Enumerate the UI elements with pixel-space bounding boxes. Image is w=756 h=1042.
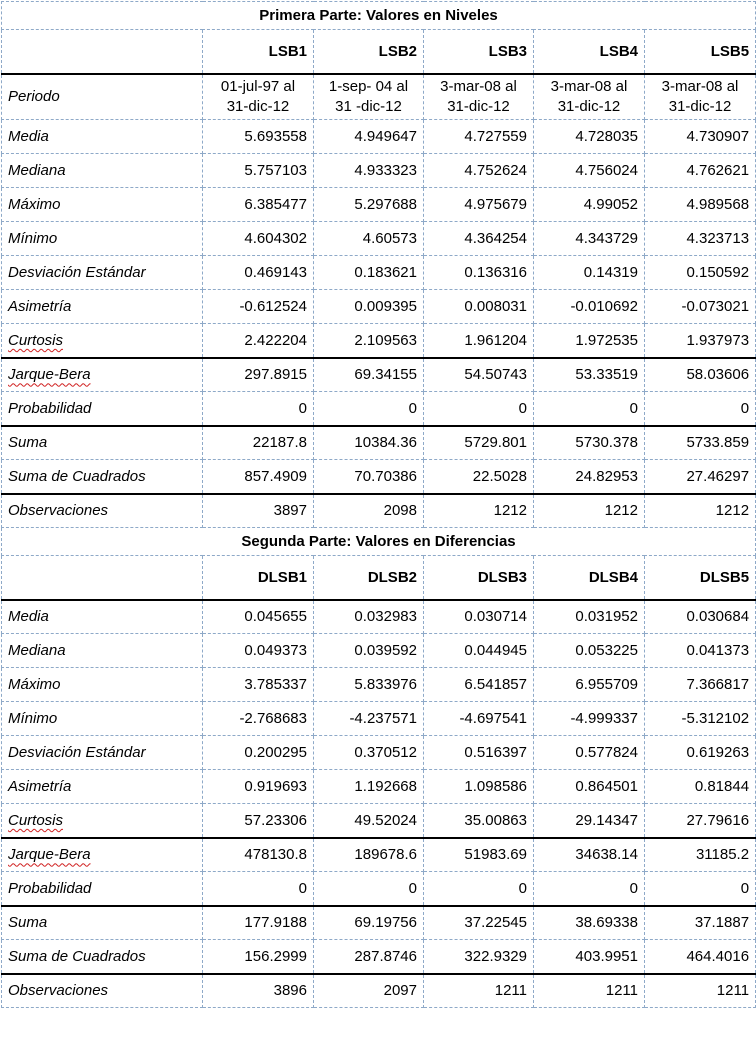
value-cell: 5730.378 xyxy=(534,426,645,460)
row-label-text: Mediana xyxy=(8,162,66,179)
value-cell: 0.136316 xyxy=(424,256,534,290)
value-cell: 38.69338 xyxy=(534,906,645,940)
table-row xyxy=(2,804,756,838)
value-cell: -5.312102 xyxy=(645,702,756,736)
value-cell: 4.762621 xyxy=(645,154,756,188)
column-header: LSB2 xyxy=(314,30,424,74)
value-cell: 0 xyxy=(203,872,314,906)
value-cell: 0.041373 xyxy=(645,634,756,668)
row-label xyxy=(2,460,203,494)
row-label-text: Suma de Cuadrados xyxy=(8,947,146,965)
value-cell: 0 xyxy=(203,392,314,426)
value-cell: 0.577824 xyxy=(534,736,645,770)
table-row xyxy=(2,324,756,358)
table-row xyxy=(2,290,756,324)
value-cell: 69.19756 xyxy=(314,906,424,940)
table-row xyxy=(2,600,756,634)
value-cell: 0.039592 xyxy=(314,634,424,668)
period-start: 3-mar-08 al xyxy=(440,77,517,95)
value-cell: 4.728035 xyxy=(534,120,645,154)
row-label-text: Curtosis xyxy=(8,811,64,829)
value-cell: 322.9329 xyxy=(424,940,534,974)
table-row xyxy=(2,634,756,668)
value-cell: 27.46297 xyxy=(645,460,756,494)
table-row xyxy=(2,838,756,872)
value-cell: 0 xyxy=(424,392,534,426)
value-cell: 0.030714 xyxy=(424,600,534,634)
value-cell: 0 xyxy=(534,872,645,906)
value-cell: 478130.8 xyxy=(203,838,314,872)
row-label xyxy=(2,974,203,1008)
value-cell: 297.8915 xyxy=(203,358,314,392)
value-cell: 5.757103 xyxy=(203,154,314,188)
row-label-text: Observaciones xyxy=(8,502,109,520)
value-cell: 4.975679 xyxy=(424,188,534,222)
period-cell xyxy=(424,74,534,120)
row-label xyxy=(2,494,203,528)
value-cell: 857.4909 xyxy=(203,460,314,494)
value-cell: 5733.859 xyxy=(645,426,756,460)
value-cell: 4.756024 xyxy=(534,154,645,188)
value-cell: 287.8746 xyxy=(314,940,424,974)
value-cell: 1212 xyxy=(534,494,645,528)
part2-title-row xyxy=(2,528,756,556)
table-row xyxy=(2,940,756,974)
period-end: 31-dic-12 xyxy=(226,97,290,115)
column-header: LSB3 xyxy=(424,30,534,74)
period-end: 31-dic-12 xyxy=(668,97,732,115)
row-label-text: Suma de Cuadrados xyxy=(8,467,146,485)
row-label xyxy=(2,804,203,838)
row-label xyxy=(2,940,203,974)
row-label-text: Asimetría xyxy=(8,298,72,315)
row-label xyxy=(2,290,203,324)
table-row xyxy=(2,256,756,290)
value-cell: 29.14347 xyxy=(534,804,645,838)
value-cell: 0.516397 xyxy=(424,736,534,770)
value-cell: 0.009395 xyxy=(314,290,424,324)
row-label xyxy=(2,906,203,940)
value-cell: 70.70386 xyxy=(314,460,424,494)
value-cell: -2.768683 xyxy=(203,702,314,736)
row-label xyxy=(2,324,203,358)
value-cell: 58.03606 xyxy=(645,358,756,392)
value-cell: 4.949647 xyxy=(314,120,424,154)
value-cell: 1212 xyxy=(424,494,534,528)
row-label xyxy=(2,838,203,872)
value-cell: -4.999337 xyxy=(534,702,645,736)
row-label-text: Máximo xyxy=(8,196,61,213)
value-cell: 0.919693 xyxy=(203,770,314,804)
row-label xyxy=(2,222,203,256)
row-label xyxy=(2,668,203,702)
value-cell: 0.14319 xyxy=(534,256,645,290)
value-cell: 0 xyxy=(314,872,424,906)
value-cell: 57.23306 xyxy=(203,804,314,838)
header-empty-cell xyxy=(2,556,203,600)
row-label-text: Media xyxy=(8,128,49,145)
row-label-text: Mediana xyxy=(8,642,66,659)
value-cell: 6.541857 xyxy=(424,668,534,702)
value-cell: 189678.6 xyxy=(314,838,424,872)
value-cell: 10384.36 xyxy=(314,426,424,460)
value-cell: 34638.14 xyxy=(534,838,645,872)
value-cell: 0 xyxy=(424,872,534,906)
value-cell: 54.50743 xyxy=(424,358,534,392)
table-row xyxy=(2,358,756,392)
table-row xyxy=(2,906,756,940)
row-label-text: Jarque-Bera xyxy=(8,366,91,384)
value-cell: 4.323713 xyxy=(645,222,756,256)
value-cell: 53.33519 xyxy=(534,358,645,392)
period-end: 31-dic-12 xyxy=(557,97,621,115)
value-cell: 3897 xyxy=(203,494,314,528)
row-label-text: Mínimo xyxy=(8,230,58,247)
row-label-text: Desviación Estándar xyxy=(8,264,146,281)
row-label xyxy=(2,872,203,906)
value-cell: 1.961204 xyxy=(424,324,534,358)
value-cell: 0.030684 xyxy=(645,600,756,634)
row-label-text: Probabilidad xyxy=(8,399,92,417)
value-cell: 4.60573 xyxy=(314,222,424,256)
row-label xyxy=(2,600,203,634)
value-cell: 2098 xyxy=(314,494,424,528)
value-cell: 69.34155 xyxy=(314,358,424,392)
part2-title: Segunda Parte: Valores en Diferencias xyxy=(2,528,756,556)
period-start: 3-mar-08 al xyxy=(550,77,628,95)
row-label xyxy=(2,736,203,770)
value-cell: 49.52024 xyxy=(314,804,424,838)
value-cell: -0.612524 xyxy=(203,290,314,324)
row-label xyxy=(2,358,203,392)
value-cell: 0.044945 xyxy=(424,634,534,668)
part2-header-row xyxy=(2,556,756,600)
value-cell: 27.79616 xyxy=(645,804,756,838)
table-row xyxy=(2,974,756,1008)
table-row xyxy=(2,872,756,906)
value-cell: 0.619263 xyxy=(645,736,756,770)
row-label xyxy=(2,634,203,668)
value-cell: 0.008031 xyxy=(424,290,534,324)
column-header: DLSB3 xyxy=(424,556,534,600)
row-label-text: Observaciones xyxy=(8,982,109,1000)
value-cell: 4.989568 xyxy=(645,188,756,222)
value-cell: 156.2999 xyxy=(203,940,314,974)
value-cell: 24.82953 xyxy=(534,460,645,494)
value-cell: 1.192668 xyxy=(314,770,424,804)
table-row xyxy=(2,770,756,804)
value-cell: 4.730907 xyxy=(645,120,756,154)
column-header: DLSB1 xyxy=(203,556,314,600)
row-label xyxy=(2,426,203,460)
value-cell: 0 xyxy=(645,392,756,426)
column-header: DLSB2 xyxy=(314,556,424,600)
value-cell: 51983.69 xyxy=(424,838,534,872)
column-header: LSB5 xyxy=(645,30,756,74)
row-label-text: Media xyxy=(8,608,49,626)
value-cell: 0.049373 xyxy=(203,634,314,668)
value-cell: 6.955709 xyxy=(534,668,645,702)
value-cell: 0.053225 xyxy=(534,634,645,668)
value-cell: 4.727559 xyxy=(424,120,534,154)
value-cell: 177.9188 xyxy=(203,906,314,940)
value-cell: 35.00863 xyxy=(424,804,534,838)
value-cell: 4.364254 xyxy=(424,222,534,256)
value-cell: 0.200295 xyxy=(203,736,314,770)
period-end: 31 -dic-12 xyxy=(335,97,402,115)
row-label xyxy=(2,154,203,188)
period-cell xyxy=(314,74,424,120)
value-cell: 0.81844 xyxy=(645,770,756,804)
row-label: Periodo xyxy=(2,74,203,120)
period-start: 1-sep- 04 al xyxy=(328,77,409,95)
value-cell: 5729.801 xyxy=(424,426,534,460)
table-row xyxy=(2,154,756,188)
value-cell: -4.237571 xyxy=(314,702,424,736)
row-label xyxy=(2,120,203,154)
table-row-periodo xyxy=(2,74,756,120)
value-cell: 0 xyxy=(534,392,645,426)
value-cell: 5.833976 xyxy=(314,668,424,702)
row-label-text: Máximo xyxy=(8,676,61,693)
value-cell: 0.864501 xyxy=(534,770,645,804)
value-cell: -0.010692 xyxy=(534,290,645,324)
row-label-text: Asimetría xyxy=(8,778,72,795)
value-cell: 0.370512 xyxy=(314,736,424,770)
value-cell: 0 xyxy=(645,872,756,906)
value-cell: 1.098586 xyxy=(424,770,534,804)
value-cell: 4.99052 xyxy=(534,188,645,222)
column-header: LSB1 xyxy=(203,30,314,74)
part2-body xyxy=(2,600,756,1008)
period-start: 3-mar-08 al xyxy=(661,77,739,95)
value-cell: 2.422204 xyxy=(203,324,314,358)
value-cell: 1211 xyxy=(534,974,645,1008)
value-cell: 1211 xyxy=(645,974,756,1008)
value-cell: 1.972535 xyxy=(534,324,645,358)
column-header: DLSB4 xyxy=(534,556,645,600)
part1-header-row xyxy=(2,30,756,74)
table-row xyxy=(2,392,756,426)
value-cell: 2097 xyxy=(314,974,424,1008)
table-row xyxy=(2,668,756,702)
row-label xyxy=(2,702,203,736)
value-cell: 1211 xyxy=(424,974,534,1008)
value-cell: 5.693558 xyxy=(203,120,314,154)
value-cell: -0.073021 xyxy=(645,290,756,324)
value-cell: 403.9951 xyxy=(534,940,645,974)
value-cell: 3.785337 xyxy=(203,668,314,702)
value-cell: 464.4016 xyxy=(645,940,756,974)
part1-title-row xyxy=(2,2,756,30)
table-row xyxy=(2,426,756,460)
value-cell: 0.031952 xyxy=(534,600,645,634)
value-cell: 5.297688 xyxy=(314,188,424,222)
value-cell: 37.1887 xyxy=(645,906,756,940)
part1-body xyxy=(2,120,756,528)
column-header: DLSB5 xyxy=(645,556,756,600)
value-cell: 31185.2 xyxy=(645,838,756,872)
table-row xyxy=(2,702,756,736)
period-cell xyxy=(534,74,645,120)
value-cell: 1.937973 xyxy=(645,324,756,358)
row-label-text: Desviación Estándar xyxy=(8,744,146,761)
value-cell: 1212 xyxy=(645,494,756,528)
table-row xyxy=(2,460,756,494)
period-start: 01-jul-97 al xyxy=(220,77,296,95)
value-cell: 0.045655 xyxy=(203,600,314,634)
value-cell: 7.366817 xyxy=(645,668,756,702)
row-label xyxy=(2,392,203,426)
table-row xyxy=(2,222,756,256)
part1-title: Primera Parte: Valores en Niveles xyxy=(2,2,756,30)
value-cell: 4.604302 xyxy=(203,222,314,256)
period-end: 31-dic-12 xyxy=(447,97,510,115)
row-label xyxy=(2,770,203,804)
row-label-text: Jarque-Bera xyxy=(8,846,91,864)
table-row xyxy=(2,736,756,770)
value-cell: 4.933323 xyxy=(314,154,424,188)
value-cell: 0.183621 xyxy=(314,256,424,290)
row-label-text: Probabilidad xyxy=(8,879,92,897)
row-label-text: Suma xyxy=(8,434,48,452)
period-cell xyxy=(203,74,314,120)
header-empty-cell xyxy=(2,30,203,74)
column-header: LSB4 xyxy=(534,30,645,74)
period-cell xyxy=(645,74,756,120)
statistics-table xyxy=(1,1,756,1008)
table-row xyxy=(2,494,756,528)
row-label-text: Suma xyxy=(8,914,48,932)
row-label-text: Mínimo xyxy=(8,710,58,727)
value-cell: 4.752624 xyxy=(424,154,534,188)
value-cell: 0.469143 xyxy=(203,256,314,290)
value-cell: 22.5028 xyxy=(424,460,534,494)
value-cell: 6.385477 xyxy=(203,188,314,222)
value-cell: -4.697541 xyxy=(424,702,534,736)
value-cell: 0 xyxy=(314,392,424,426)
value-cell: 2.109563 xyxy=(314,324,424,358)
row-label xyxy=(2,256,203,290)
value-cell: 3896 xyxy=(203,974,314,1008)
value-cell: 0.150592 xyxy=(645,256,756,290)
row-label-text: Curtosis xyxy=(8,331,64,349)
value-cell: 22187.8 xyxy=(203,426,314,460)
value-cell: 37.22545 xyxy=(424,906,534,940)
table-row xyxy=(2,120,756,154)
value-cell: 0.032983 xyxy=(314,600,424,634)
value-cell: 4.343729 xyxy=(534,222,645,256)
table-row xyxy=(2,188,756,222)
row-label xyxy=(2,188,203,222)
